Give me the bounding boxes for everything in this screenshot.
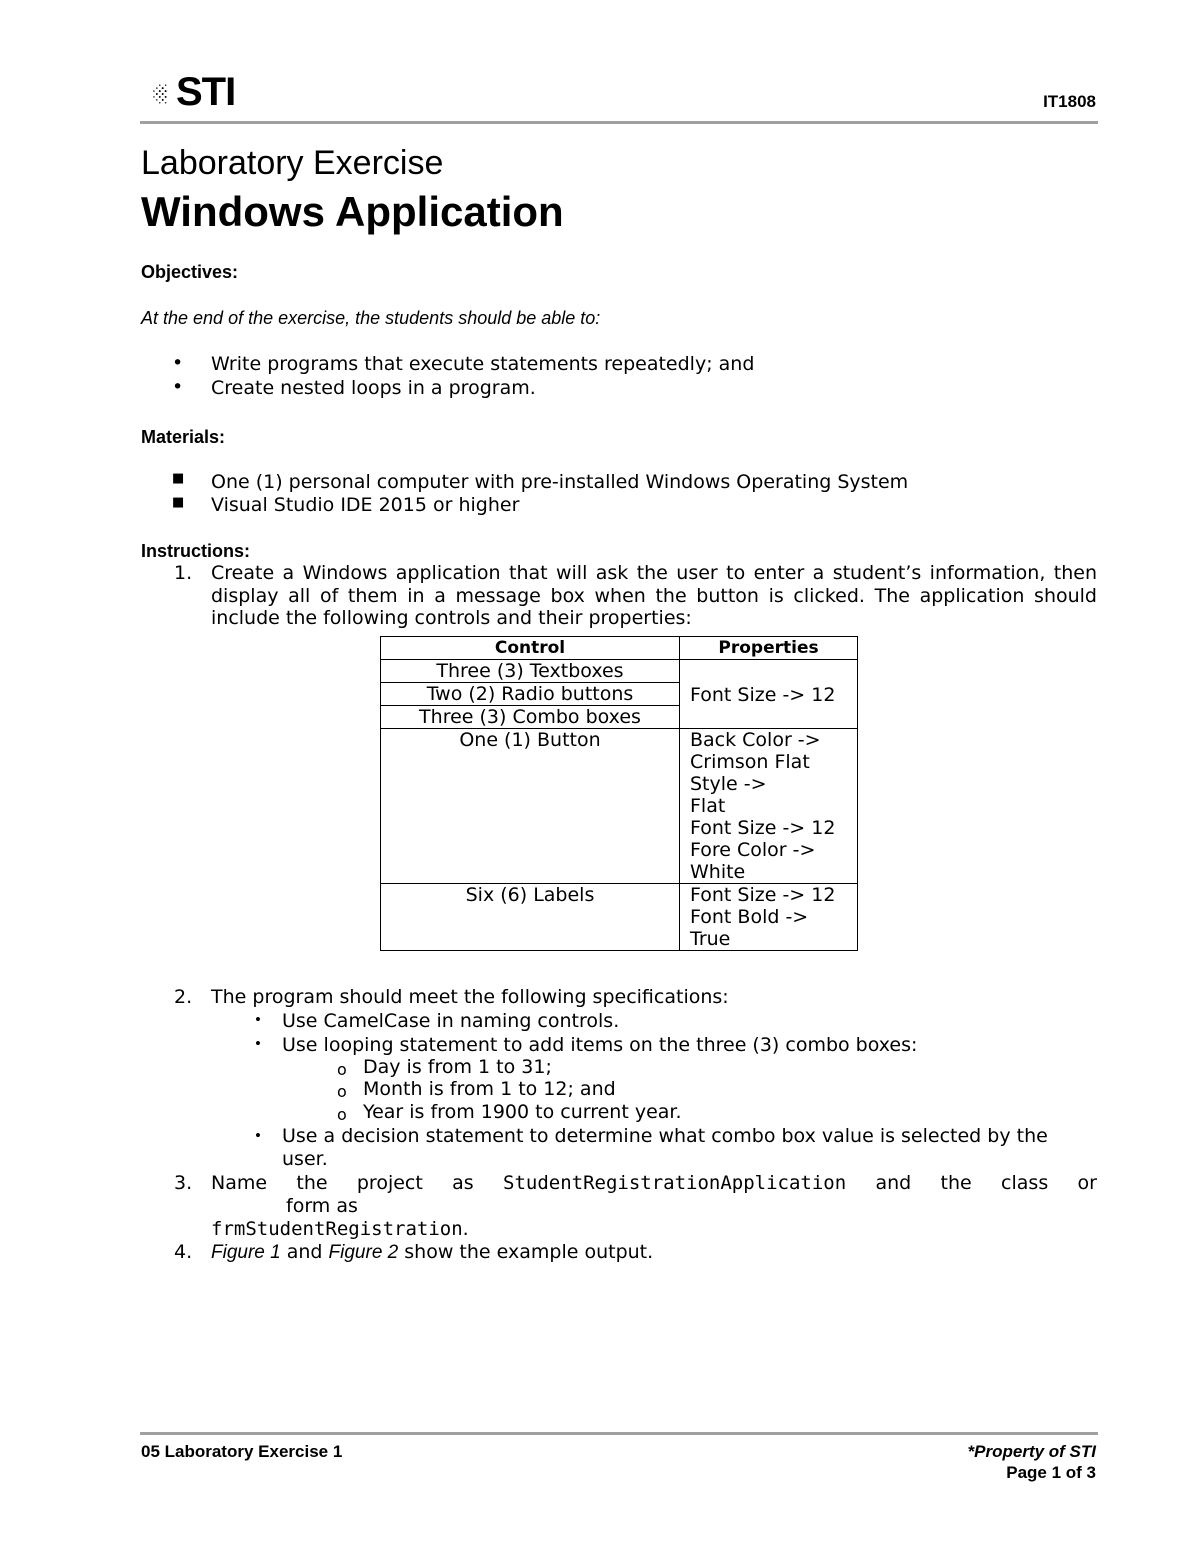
objective-item: Create nested loops in a program. [211, 377, 536, 399]
step-text: Create a Windows application that will ask the user to enter a student’s information, then display all of them in a message box when the button is clicked. The application should include the following controls and their properties: [211, 562, 1097, 629]
spec-item: Use a decision statement to determine what combo box value is selected by the [282, 1125, 1048, 1147]
step-word: as [452, 1172, 474, 1194]
step-text: show the example output. [398, 1241, 654, 1263]
step-word: the [296, 1172, 328, 1194]
property-line: White [690, 861, 746, 883]
spec-item: Use CamelCase in naming controls. [282, 1010, 620, 1032]
step-number: 1. [174, 562, 193, 584]
circle-bullet-icon: o [337, 1082, 347, 1101]
table-row [381, 729, 858, 884]
table-cell: Font Size -> 12 [680, 660, 858, 729]
step-number: 2. [174, 986, 193, 1008]
step-word: or [1077, 1172, 1097, 1194]
table-cell [680, 729, 858, 884]
bullet-icon: • [255, 1126, 261, 1145]
step-word: class [1001, 1172, 1049, 1194]
step-number: 3. [174, 1172, 193, 1194]
step-word: and [875, 1172, 912, 1194]
table-header-cell: Properties [680, 637, 858, 660]
instructions-heading: Instructions: [141, 541, 251, 561]
table-cell: Three (3) Combo boxes [381, 706, 680, 729]
spec-item: Use looping statement to add items on the three (3) combo boxes: [282, 1034, 918, 1056]
objectives-intro: At the end of the exercise, the students should be able to: [141, 308, 601, 328]
property-line: Font Bold -> [690, 906, 809, 928]
step-word: the [940, 1172, 972, 1194]
controls-table [380, 636, 858, 951]
property-line: Crimson Flat Style -> [690, 751, 810, 795]
materials-heading: Materials: [141, 427, 226, 447]
step-word: Name [211, 1172, 268, 1194]
material-item: One (1) personal computer with pre-installed Windows Operating System [211, 471, 909, 493]
footer-property: *Property of STI [967, 1442, 1096, 1461]
step-text: form as [286, 1195, 358, 1217]
spec-subitem: Month is from 1 to 12; and [363, 1078, 616, 1100]
objective-item: Write programs that execute statements repeatedly; and [211, 353, 755, 375]
material-item: Visual Studio IDE 2015 or higher [211, 494, 520, 516]
square-bullet-icon: ■ [172, 495, 185, 510]
circle-bullet-icon: o [337, 1060, 347, 1079]
figure-ref: Figure 2 [328, 1242, 399, 1263]
square-bullet-icon: ■ [172, 471, 185, 486]
table-cell: Two (2) Radio buttons [381, 683, 680, 706]
table-header-cell: Control [381, 637, 680, 660]
table-row [381, 660, 858, 683]
step4-line [211, 1241, 653, 1264]
logo-text: STI [176, 70, 236, 114]
circle-bullet-icon: o [337, 1105, 347, 1124]
table-header-row [381, 637, 858, 660]
property-line: Fore Color -> [690, 839, 816, 861]
property-line: Font Size -> 12 [690, 884, 836, 906]
step3-line3 [211, 1218, 469, 1240]
step-text: The program should meet the following specifications: [211, 986, 729, 1008]
spec-subitem: Year is from 1900 to current year. [363, 1101, 682, 1123]
page-title: Laboratory Exercise [141, 144, 444, 182]
header-rule [140, 121, 1098, 124]
step-word: project [356, 1172, 423, 1194]
step3-line1 [211, 1172, 1097, 1194]
project-name-code: StudentRegistrationApplication [503, 1172, 847, 1194]
objectives-heading: Objectives: [141, 262, 239, 282]
table-row [381, 884, 858, 951]
bullet-icon: • [172, 376, 184, 398]
step-text: and [280, 1241, 329, 1263]
property-line: True [690, 928, 731, 950]
course-code: IT1808 [1043, 92, 1096, 111]
step-number: 4. [174, 1241, 193, 1263]
page-number: Page 1 of 3 [1006, 1463, 1096, 1482]
figure-ref: Figure 1 [211, 1242, 281, 1263]
spec-item-continued: user. [282, 1148, 328, 1170]
form-name-code: frmStudentRegistration [211, 1218, 463, 1240]
bullet-icon: • [255, 1034, 261, 1053]
table-cell: One (1) Button [381, 729, 680, 884]
step-text: . [462, 1218, 469, 1240]
footer-title: 05 Laboratory Exercise 1 [141, 1442, 343, 1461]
bullet-icon: • [172, 352, 184, 374]
page-subtitle: Windows Application [141, 188, 564, 235]
table-cell [680, 884, 858, 951]
footer-rule [140, 1432, 1098, 1435]
property-line: Back Color -> [690, 729, 821, 751]
property-line: Font Size -> 12 [690, 817, 836, 839]
table-cell: Three (3) Textboxes [381, 660, 680, 683]
spec-subitem: Day is from 1 to 31; [363, 1056, 552, 1078]
property-line: Flat [690, 795, 726, 817]
bullet-icon: • [255, 1010, 261, 1029]
table-cell: Six (6) Labels [381, 884, 680, 951]
